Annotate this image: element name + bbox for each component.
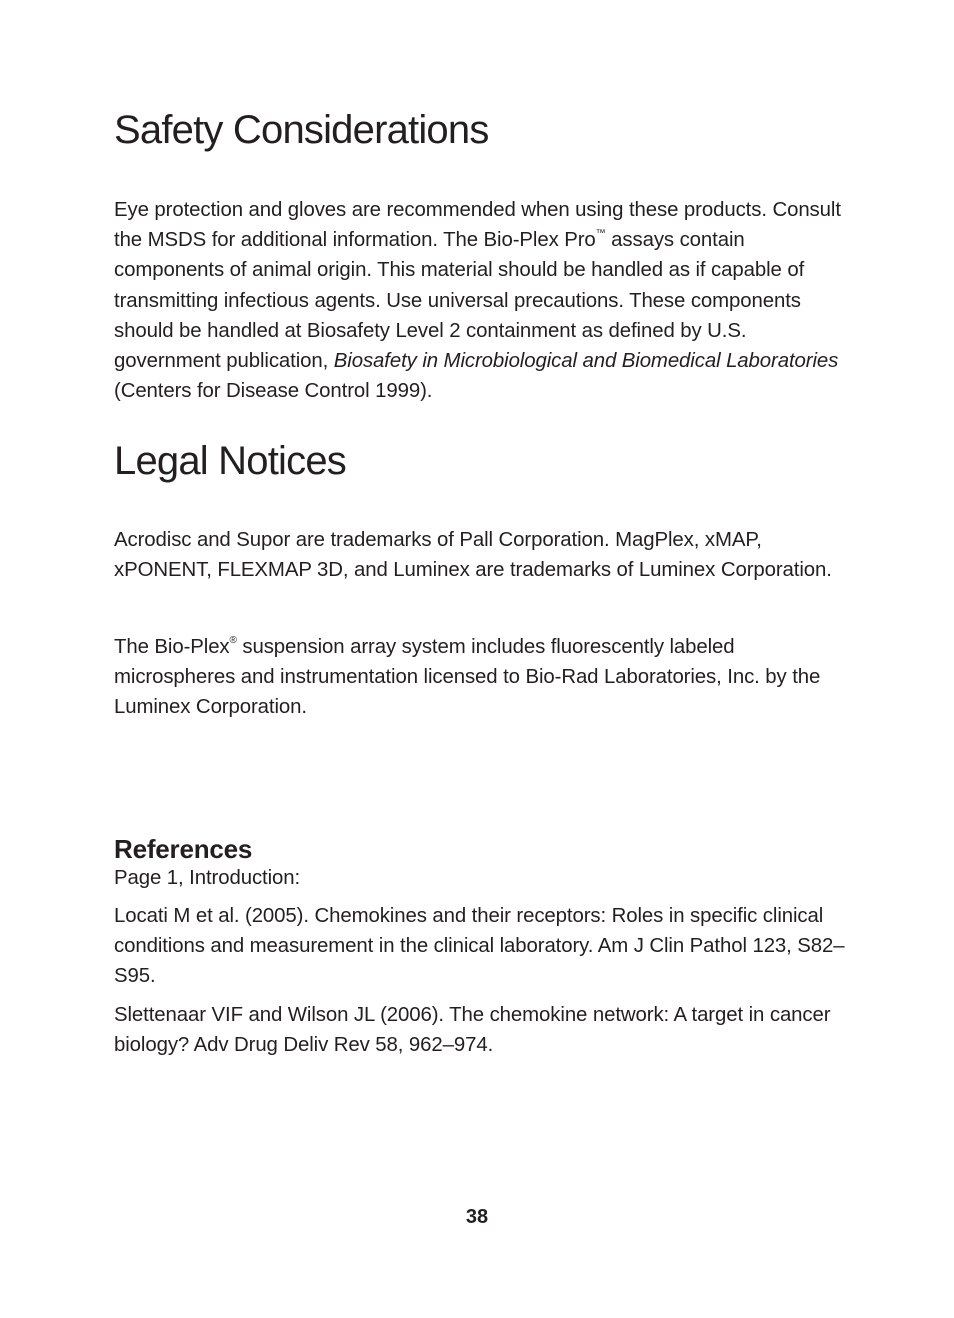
reference-item: Slettenaar VIF and Wilson JL (2006). The chemokine network: A target in cancer biology? Adv Drug Deliv Rev 58, 962–974. (114, 1004, 831, 1057)
registered-symbol: ® (229, 635, 237, 647)
page-number: 38 (465, 1206, 489, 1228)
safety-heading: Safety Considerations (114, 108, 489, 152)
legal-heading: Legal Notices (114, 439, 346, 483)
legal-text-2: suspension array system includes fluorescently labeled microspheres and instrumentation licensed to Bio-Rad Laboratories, Inc. by the Luminex Corporation. (114, 636, 821, 719)
legal-paragraph-trademarks: Acrodisc and Supor are trademarks of Pall Corporation. MagPlex, xMAP, xPONENT, FLEXMAP 3D, and Luminex are trademarks of Luminex Corporation. (114, 529, 832, 582)
reference-item: Locati M et al. (2005). Chemokines and their receptors: Roles in specific clinical conditions and measurement in the clinical laboratory. Am J Clin Pathol 123, S82–S95. (114, 905, 845, 988)
references-heading: References (114, 834, 253, 864)
trademark-symbol: ™ (595, 228, 606, 240)
safety-text-1: Eye protection and gloves are recommended when using these products. Consult the MSDS for additional information. The Bio-Plex Pro (114, 199, 841, 252)
safety-text-2: assays contain components of animal origin. This material should be handled as if capable of transmitting infectious agents. Use universal precautions. These components should be handled at Biosafety Level 2 containment as defined by U.S. government publication, (114, 229, 805, 373)
legal-text-1: The Bio-Plex (114, 636, 230, 658)
safety-paragraph (114, 195, 854, 406)
publication-title: Biosafety in Microbiological and Biomedical Laboratories (333, 350, 839, 373)
references-intro: Page 1, Introduction: (114, 867, 301, 889)
safety-text-3: (Centers for Disease Control 1999). (114, 380, 433, 403)
legal-paragraph-license (114, 632, 854, 723)
